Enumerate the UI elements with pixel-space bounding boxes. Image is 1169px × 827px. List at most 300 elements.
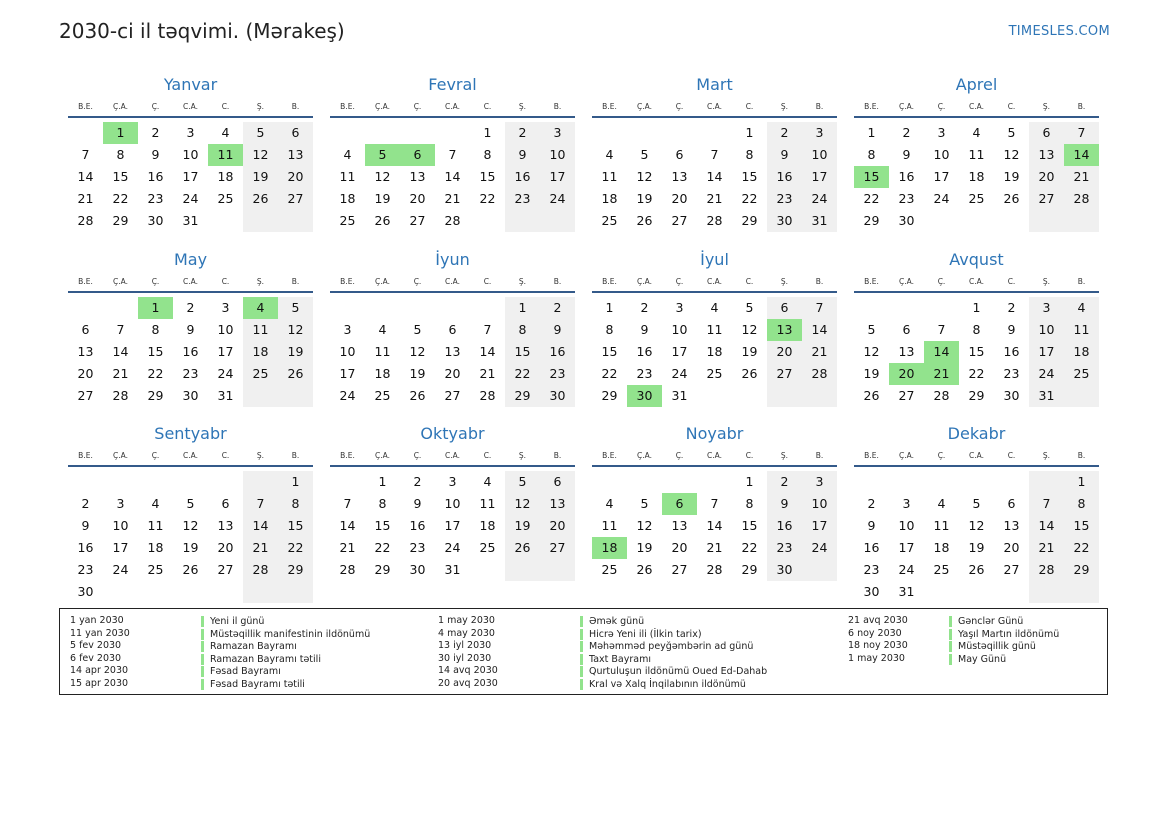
day-cell: 19 [1003, 169, 1020, 184]
header-rule [68, 291, 313, 293]
empty-cell [627, 471, 662, 493]
day-cell: 15 [112, 169, 129, 184]
day-cell: 5 [243, 122, 278, 144]
weekday-label: Ş. [518, 277, 527, 286]
day-cell: 1 [745, 125, 754, 140]
empty-cell [924, 471, 959, 493]
day-cell: 3 [540, 122, 575, 144]
month-name: Fevral [428, 75, 477, 94]
day-cell: 26 [505, 537, 540, 559]
weekday-label: Ç.A. [112, 277, 128, 286]
day-cell: 21 [444, 191, 461, 206]
weekday-label: B. [815, 451, 824, 460]
day-cell: 26 [636, 562, 653, 577]
weekday-label: C. [221, 102, 230, 111]
day-cell: 13 [278, 144, 313, 166]
week-row [592, 210, 837, 232]
legend-holiday-name: Əmək günü [580, 616, 644, 627]
day-cell: 20 [889, 363, 924, 385]
day-cell: 28 [1029, 559, 1064, 581]
empty-cell [208, 471, 243, 493]
day-cell: 8 [1064, 493, 1099, 515]
empty-cell [802, 559, 837, 581]
day-cell: 11 [601, 169, 618, 184]
week-row [330, 341, 575, 363]
day-cell: 30 [898, 213, 915, 228]
day-cell: 16 [636, 344, 653, 359]
weekday-label: Ş. [780, 277, 789, 286]
day-cell: 9 [867, 518, 876, 533]
week-row [854, 144, 1099, 166]
weekday-label: B. [553, 277, 562, 286]
day-cell: 25 [374, 388, 391, 403]
day-cell: 30 [77, 584, 94, 599]
month-name: Dekabr [947, 424, 1006, 443]
empty-cell [470, 297, 505, 319]
week-row [592, 493, 837, 515]
day-cell: 17 [217, 344, 234, 359]
day-cell: 16 [77, 540, 94, 555]
weekday-label: C. [745, 451, 754, 460]
empty-cell [208, 581, 243, 603]
weekday-label: Ç.A. [898, 451, 914, 460]
weekday-label: B.E. [78, 277, 93, 286]
week-row [592, 166, 837, 188]
day-cell: 6 [675, 147, 684, 162]
legend-item [60, 678, 1106, 691]
month-9 [68, 423, 313, 603]
day-cell: 11 [147, 518, 164, 533]
month-name: May [173, 250, 208, 269]
header-rule [854, 291, 1099, 293]
day-cell: 5 [972, 496, 981, 511]
weekday-header [854, 274, 1099, 290]
week-row [854, 297, 1099, 319]
day-cell: 9 [1007, 322, 1016, 337]
day-cell: 4 [151, 496, 160, 511]
day-cell: 30 [147, 213, 164, 228]
day-cell: 24 [339, 388, 356, 403]
day-cell: 14 [706, 169, 723, 184]
day-cell: 13 [767, 319, 802, 341]
day-cell: 6 [1029, 122, 1064, 144]
legend-date: 30 iyl 2030 [438, 652, 492, 664]
day-cell: 8 [378, 496, 387, 511]
day-cell: 21 [112, 366, 129, 381]
weekday-header [330, 448, 575, 464]
day-cell: 25 [339, 213, 356, 228]
day-cell: 11 [339, 169, 356, 184]
week-row [68, 471, 313, 493]
weekday-label: C.A. [444, 102, 460, 111]
day-cell: 12 [968, 518, 985, 533]
week-row [592, 297, 837, 319]
weekday-label: B. [291, 277, 300, 286]
empty-cell [365, 297, 400, 319]
legend-item [60, 615, 1106, 628]
day-cell: 3 [116, 496, 125, 511]
empty-cell [889, 297, 924, 319]
day-cell: 3 [221, 300, 230, 315]
day-cell: 22 [147, 366, 164, 381]
weekday-label: Ş. [256, 451, 265, 460]
weekday-label: Ş. [1042, 277, 1051, 286]
weekday-label: B. [1077, 102, 1086, 111]
day-cell: 29 [968, 388, 985, 403]
empty-cell [924, 297, 959, 319]
day-cell: 24 [182, 191, 199, 206]
week-row [68, 188, 313, 210]
weekday-label: Ş. [780, 102, 789, 111]
day-cell: 10 [802, 493, 837, 515]
day-cell: 2 [186, 300, 195, 315]
day-cell: 22 [601, 366, 618, 381]
empty-cell [173, 581, 208, 603]
brand-link[interactable]: TIMESLES.COM [1008, 24, 1110, 39]
weekday-label: C. [1007, 102, 1016, 111]
empty-cell [1064, 385, 1099, 407]
day-cell: 10 [217, 322, 234, 337]
week-row [592, 363, 837, 385]
day-cell: 14 [444, 169, 461, 184]
weekday-label: B.E. [340, 451, 355, 460]
empty-cell [854, 297, 889, 319]
empty-cell [68, 297, 103, 319]
day-cell: 4 [710, 300, 719, 315]
week-row [68, 581, 313, 603]
day-cell: 17 [1029, 341, 1064, 363]
day-cell: 6 [540, 471, 575, 493]
day-cell: 2 [151, 125, 160, 140]
day-cell: 21 [77, 191, 94, 206]
day-cell: 7 [116, 322, 125, 337]
day-cell: 8 [972, 322, 981, 337]
day-cell: 12 [636, 518, 653, 533]
day-cell: 15 [1064, 515, 1099, 537]
day-cell: 17 [933, 169, 950, 184]
weekday-label: Ş. [1042, 451, 1051, 460]
day-cell: 26 [409, 388, 426, 403]
weekday-label: Ç.A. [636, 102, 652, 111]
header-rule [592, 291, 837, 293]
weekday-header [330, 99, 575, 115]
empty-cell [243, 385, 278, 407]
day-cell: 6 [221, 496, 230, 511]
week-row [68, 559, 313, 581]
day-cell: 26 [636, 213, 653, 228]
week-row [68, 166, 313, 188]
weekday-label: C. [1007, 451, 1016, 460]
empty-cell [68, 122, 103, 144]
day-cell: 19 [636, 191, 653, 206]
week-row [330, 144, 575, 166]
weekday-label: Ç.A. [898, 277, 914, 286]
day-cell: 16 [505, 166, 540, 188]
day-cell: 26 [863, 388, 880, 403]
empty-cell [435, 122, 470, 144]
day-cell: 13 [671, 518, 688, 533]
empty-cell [959, 210, 994, 232]
month-name: İyun [435, 250, 470, 269]
day-cell: 5 [413, 322, 422, 337]
legend-holiday-name: Fəsad Bayramı tətili [201, 679, 305, 690]
week-row [68, 493, 313, 515]
day-cell: 16 [863, 540, 880, 555]
day-cell: 24 [444, 540, 461, 555]
day-cell: 23 [505, 188, 540, 210]
day-cell: 25 [217, 191, 234, 206]
day-cell: 22 [374, 540, 391, 555]
day-cell: 22 [968, 366, 985, 381]
week-row [330, 188, 575, 210]
week-row [854, 493, 1099, 515]
weekday-header [592, 99, 837, 115]
week-row [854, 122, 1099, 144]
day-cell: 19 [374, 191, 391, 206]
week-row [330, 210, 575, 232]
day-cell: 23 [540, 363, 575, 385]
day-cell: 20 [444, 366, 461, 381]
empty-cell [330, 297, 365, 319]
empty-cell [103, 581, 138, 603]
day-cell: 8 [745, 496, 754, 511]
day-cell: 14 [339, 518, 356, 533]
day-cell: 27 [409, 213, 426, 228]
day-cell: 15 [278, 515, 313, 537]
empty-cell [924, 581, 959, 603]
day-cell: 5 [1007, 125, 1016, 140]
month-12 [854, 423, 1099, 603]
day-cell: 3 [802, 122, 837, 144]
empty-cell [592, 122, 627, 144]
day-cell: 22 [278, 537, 313, 559]
day-cell: 8 [505, 319, 540, 341]
day-cell: 8 [745, 147, 754, 162]
day-cell: 28 [706, 562, 723, 577]
day-cell: 5 [640, 496, 649, 511]
day-cell: 18 [968, 169, 985, 184]
weekday-label: Ş. [518, 451, 527, 460]
empty-cell [278, 581, 313, 603]
day-cell: 29 [374, 562, 391, 577]
month-name: Oktyabr [420, 424, 485, 443]
header-rule [330, 116, 575, 118]
week-row [592, 537, 837, 559]
day-cell: 24 [540, 188, 575, 210]
day-cell: 9 [540, 319, 575, 341]
day-cell: 21 [802, 341, 837, 363]
day-cell: 4 [605, 147, 614, 162]
day-cell: 28 [77, 213, 94, 228]
legend-date: 14 apr 2030 [70, 665, 129, 677]
week-row [592, 385, 837, 407]
day-cell: 2 [867, 496, 876, 511]
day-cell: 3 [675, 300, 684, 315]
week-row [592, 319, 837, 341]
day-cell: 28 [243, 559, 278, 581]
day-cell: 5 [505, 471, 540, 493]
day-cell: 19 [968, 540, 985, 555]
day-cell: 4 [221, 125, 230, 140]
day-cell: 5 [278, 297, 313, 319]
day-cell: 26 [741, 366, 758, 381]
legend-holiday-name: Kral və Xalq İnqilabının ildönümü [580, 679, 746, 690]
empty-cell [330, 122, 365, 144]
day-cell: 17 [802, 515, 837, 537]
weekday-label: Ç.A. [636, 277, 652, 286]
day-cell: 29 [147, 388, 164, 403]
legend-holiday-name: Ramazan Bayramı tətili [201, 654, 321, 665]
empty-cell [994, 210, 1029, 232]
day-cell: 11 [601, 518, 618, 533]
weekday-label: Ş. [256, 102, 265, 111]
empty-cell [854, 471, 889, 493]
day-cell: 29 [863, 213, 880, 228]
legend-holiday-name: Ramazan Bayramı [201, 641, 297, 652]
weekday-label: Ç. [937, 451, 946, 460]
day-cell: 23 [863, 562, 880, 577]
day-cell: 6 [662, 493, 697, 515]
day-cell: 10 [933, 147, 950, 162]
month-name: Sentyabr [154, 424, 227, 443]
day-cell: 10 [540, 144, 575, 166]
day-cell: 9 [81, 518, 90, 533]
week-row [592, 559, 837, 581]
day-cell: 15 [601, 344, 618, 359]
day-cell: 14 [802, 319, 837, 341]
day-cell: 11 [479, 496, 496, 511]
day-cell: 22 [112, 191, 129, 206]
weekday-label: Ç. [937, 102, 946, 111]
day-cell: 10 [112, 518, 129, 533]
empty-cell [278, 210, 313, 232]
week-row [854, 581, 1099, 603]
empty-cell [959, 471, 994, 493]
day-cell: 28 [339, 562, 356, 577]
month-name: Mart [696, 75, 733, 94]
day-cell: 6 [902, 322, 911, 337]
day-cell: 25 [479, 540, 496, 555]
day-cell: 28 [112, 388, 129, 403]
month-name: Noyabr [685, 424, 744, 443]
day-cell: 24 [1029, 363, 1064, 385]
empty-cell [924, 210, 959, 232]
weekday-label: Ç. [675, 102, 684, 111]
empty-cell [1029, 581, 1064, 603]
weekday-label: B.E. [864, 277, 879, 286]
month-10 [330, 423, 575, 581]
week-row [68, 385, 313, 407]
day-cell: 13 [217, 518, 234, 533]
day-cell: 24 [217, 366, 234, 381]
month-name: Avqust [949, 250, 1004, 269]
day-cell: 12 [1003, 147, 1020, 162]
day-cell: 31 [182, 213, 199, 228]
day-cell: 1 [138, 297, 173, 319]
weekday-header [854, 99, 1099, 115]
week-row [854, 188, 1099, 210]
day-cell: 20 [409, 191, 426, 206]
day-cell: 5 [186, 496, 195, 511]
day-cell: 9 [151, 147, 160, 162]
empty-cell [138, 581, 173, 603]
day-cell: 25 [933, 562, 950, 577]
day-cell: 1 [745, 474, 754, 489]
empty-cell [994, 581, 1029, 603]
empty-cell [662, 471, 697, 493]
weekday-label: Ç.A. [374, 451, 390, 460]
day-cell: 23 [182, 366, 199, 381]
day-cell: 23 [147, 191, 164, 206]
day-cell: 29 [112, 213, 129, 228]
day-cell: 21 [243, 537, 278, 559]
week-row [592, 144, 837, 166]
day-cell: 21 [479, 366, 496, 381]
weekday-label: B.E. [340, 277, 355, 286]
day-cell: 3 [448, 474, 457, 489]
day-cell: 15 [479, 169, 496, 184]
week-row [330, 537, 575, 559]
day-cell: 27 [1029, 188, 1064, 210]
day-cell: 31 [1029, 385, 1064, 407]
empty-cell [470, 559, 505, 581]
day-cell: 30 [182, 388, 199, 403]
day-cell: 7 [81, 147, 90, 162]
day-cell: 3 [186, 125, 195, 140]
day-cell: 30 [409, 562, 426, 577]
header-rule [592, 465, 837, 467]
day-cell: 12 [741, 322, 758, 337]
day-cell: 4 [343, 147, 352, 162]
day-cell: 26 [278, 363, 313, 385]
week-row [854, 210, 1099, 232]
day-cell: 31 [444, 562, 461, 577]
empty-cell [400, 297, 435, 319]
day-cell: 28 [479, 388, 496, 403]
week-row [854, 341, 1099, 363]
empty-cell [243, 210, 278, 232]
header-rule [592, 116, 837, 118]
day-cell: 14 [112, 344, 129, 359]
day-cell: 3 [343, 322, 352, 337]
day-cell: 13 [898, 344, 915, 359]
holiday-legend [59, 608, 1108, 695]
legend-date: 1 may 2030 [438, 615, 495, 626]
day-cell: 1 [483, 125, 492, 140]
day-cell: 26 [182, 562, 199, 577]
week-row [330, 515, 575, 537]
day-cell: 5 [867, 322, 876, 337]
day-cell: 1 [278, 471, 313, 493]
day-cell: 4 [378, 322, 387, 337]
header-rule [330, 465, 575, 467]
weekday-label: B.E. [78, 102, 93, 111]
day-cell: 16 [409, 518, 426, 533]
empty-cell [1064, 581, 1099, 603]
month-name: İyul [700, 250, 729, 269]
weekday-label: B. [291, 102, 300, 111]
legend-holiday-name: Müstəqillik günü [949, 641, 1036, 652]
day-cell: 11 [374, 344, 391, 359]
day-cell: 11 [243, 319, 278, 341]
month-6 [330, 249, 575, 407]
weekday-label: Ç. [413, 451, 422, 460]
day-cell: 8 [867, 147, 876, 162]
empty-cell [1029, 210, 1064, 232]
day-cell: 19 [741, 344, 758, 359]
legend-holiday-name: Taxt Bayramı [580, 654, 651, 665]
weekday-label: C. [221, 451, 230, 460]
